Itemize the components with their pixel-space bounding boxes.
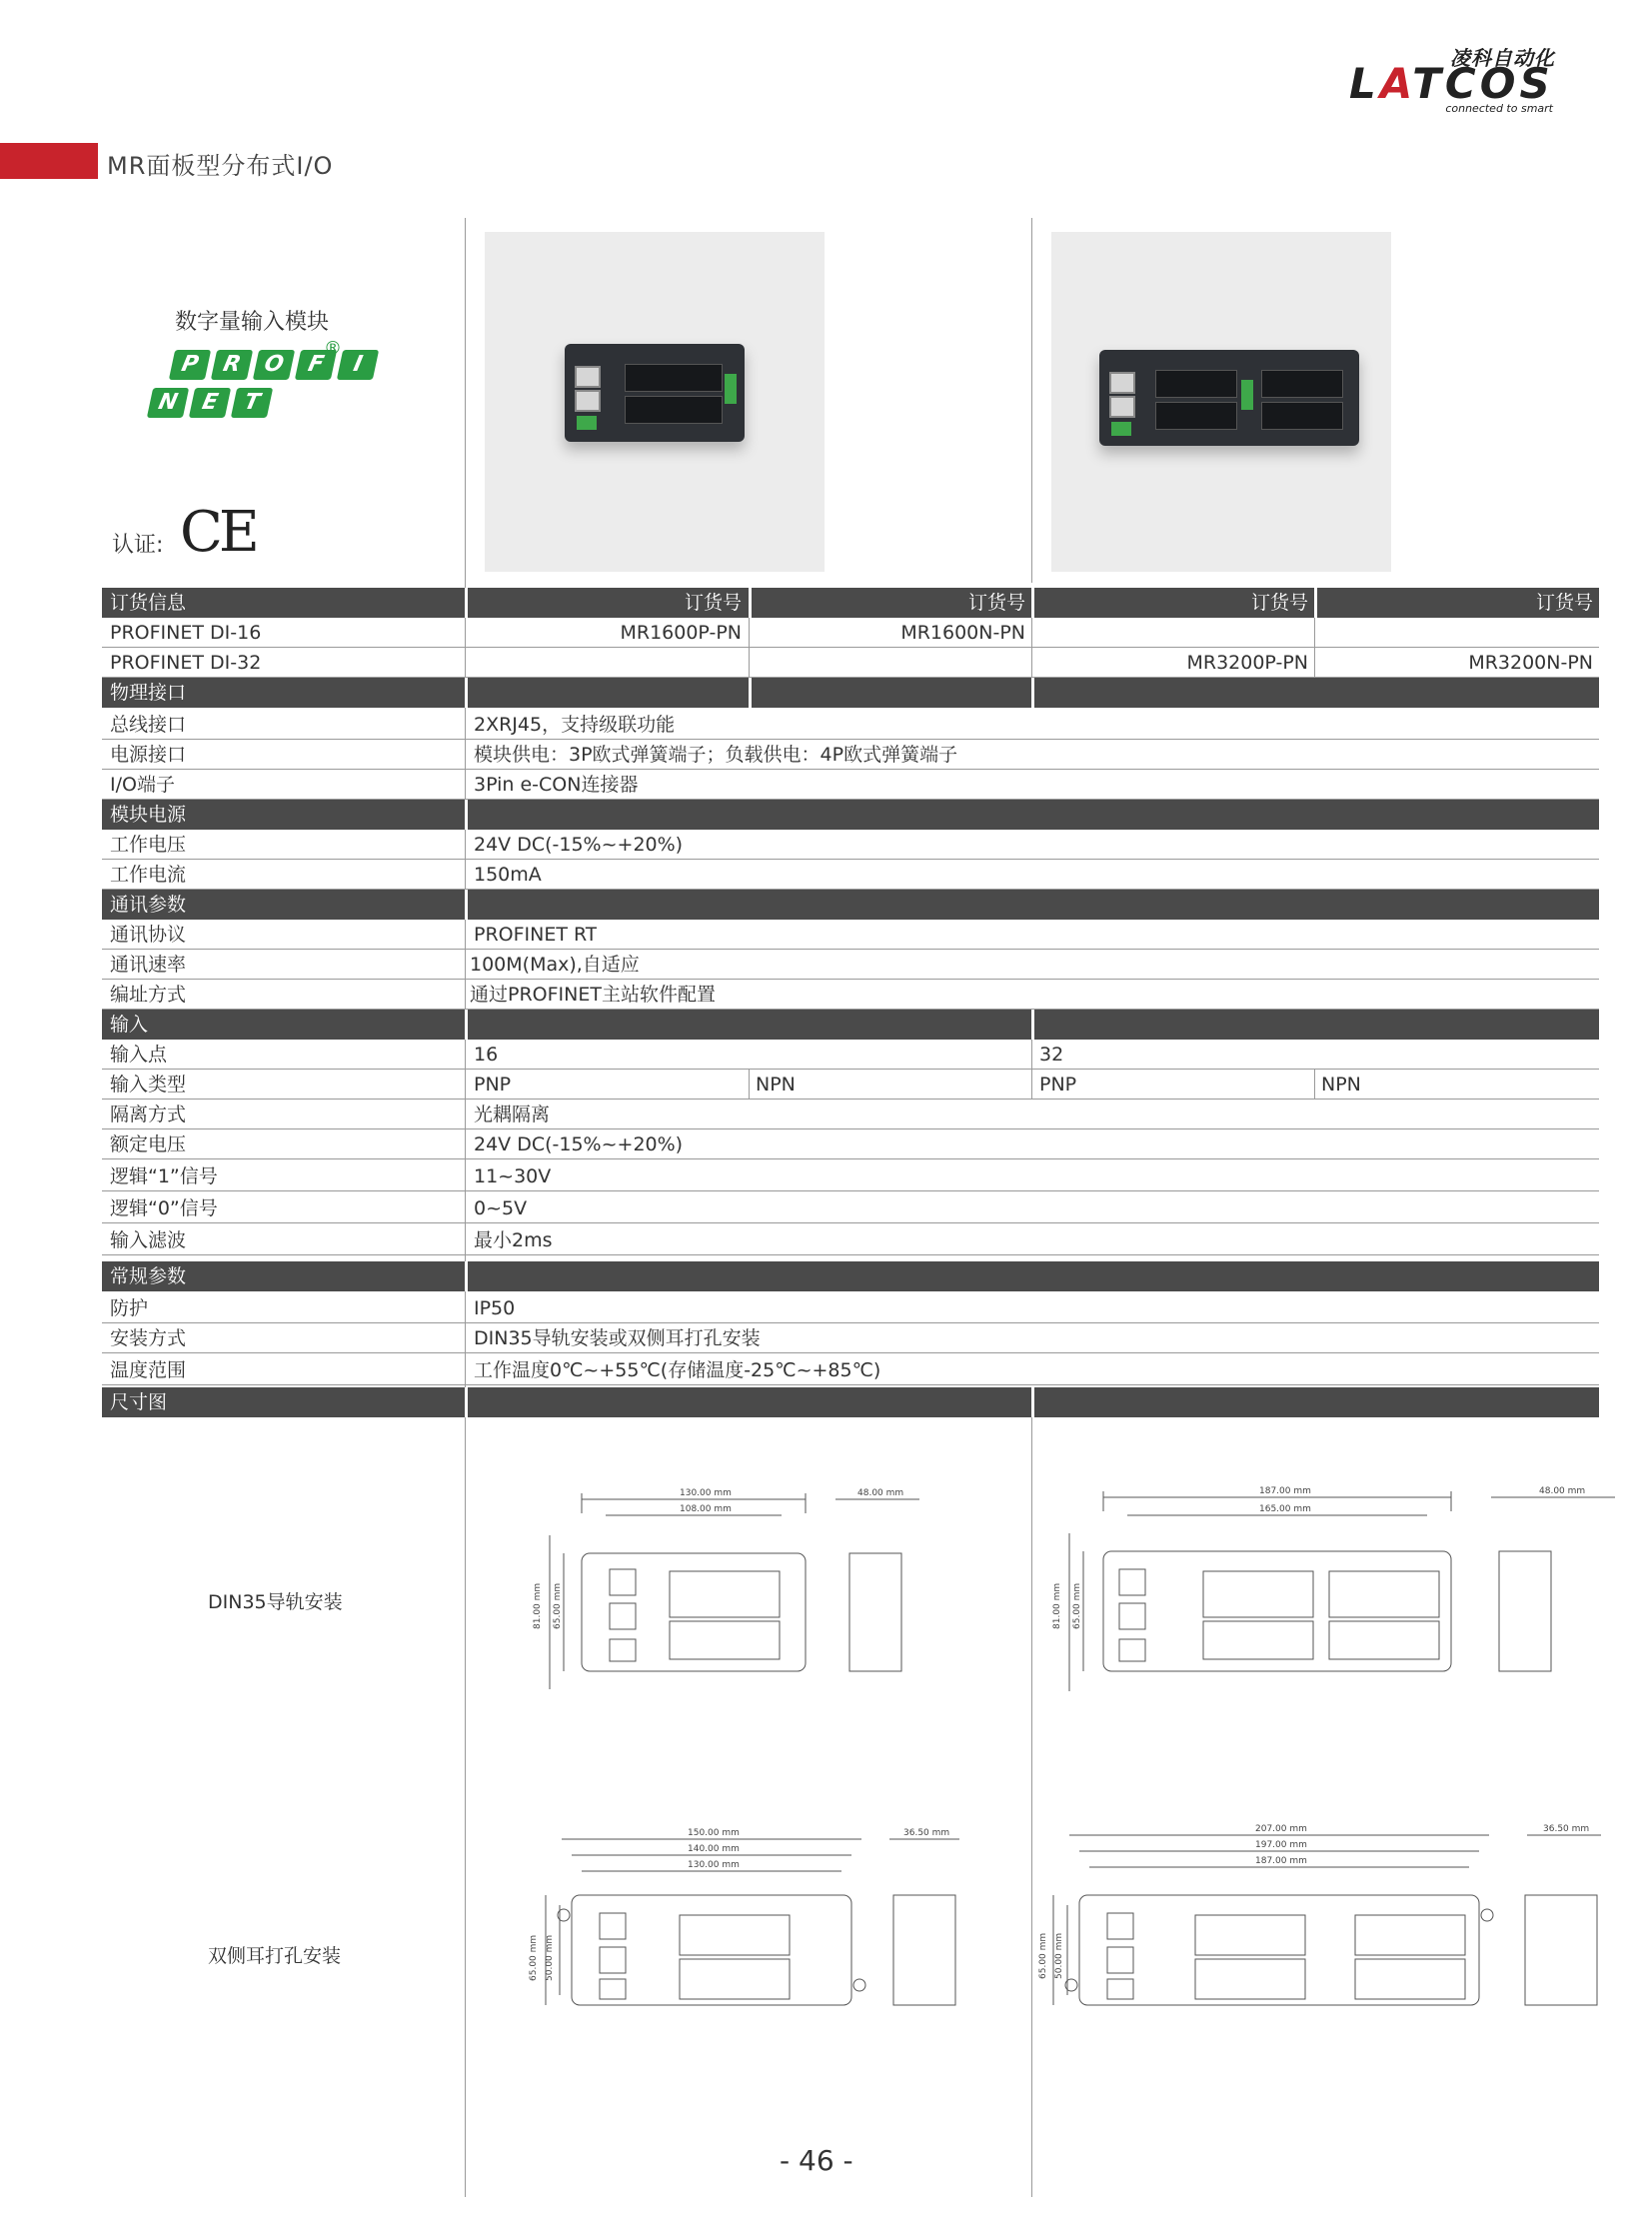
svg-text:65.00 mm: 65.00 mm bbox=[529, 1934, 539, 1981]
ce-mark: CE bbox=[180, 500, 256, 565]
table-section-comm: 通讯参数 bbox=[102, 890, 1599, 920]
table-row: 输入滤波 最小2ms bbox=[102, 1225, 1599, 1255]
section-accent-bar bbox=[0, 143, 98, 179]
table-row: 总线接口 2XRJ45，支持级联功能 bbox=[102, 710, 1599, 740]
column-divider bbox=[1031, 218, 1032, 583]
section-title: MR面板型分布式I/O bbox=[107, 152, 334, 180]
svg-text:65.00 mm: 65.00 mm bbox=[553, 1582, 563, 1629]
product-photo-di32 bbox=[1051, 232, 1391, 572]
dim-drawing-di16-ear bbox=[520, 1821, 979, 2041]
table-section-dims: 尺寸图 bbox=[102, 1387, 1599, 1417]
svg-text:50.00 mm: 50.00 mm bbox=[1054, 1932, 1064, 1979]
table-row: 温度范围 工作温度0℃~+55℃(存储温度-25℃~+85℃) bbox=[102, 1355, 1599, 1385]
svg-text:165.00 mm: 165.00 mm bbox=[1259, 1504, 1311, 1514]
product-photo-di16 bbox=[485, 232, 825, 572]
svg-text:130.00 mm: 130.00 mm bbox=[680, 1488, 732, 1498]
profinet-logo: P R O F I N E T ® bbox=[148, 342, 338, 438]
table-row: I/O端子 3Pin e-CON连接器 bbox=[102, 770, 1599, 800]
table-row: 电源接口 模块供电：3P欧式弹簧端子；负载供电：4P欧式弹簧端子 bbox=[102, 740, 1599, 770]
table-row: 通讯速率 100M(Max),自适应 bbox=[102, 950, 1599, 980]
table-row: 安装方式 DIN35导轨安装或双侧耳打孔安装 bbox=[102, 1323, 1599, 1353]
svg-text:48.00 mm: 48.00 mm bbox=[857, 1488, 904, 1498]
column-divider bbox=[1031, 1417, 1032, 2197]
page-number: - 46 - bbox=[780, 2144, 853, 2177]
svg-text:187.00 mm: 187.00 mm bbox=[1255, 1856, 1307, 1866]
dim-drawing-di16-din bbox=[520, 1479, 979, 1719]
ear-mount-label: 双侧耳打孔安装 bbox=[208, 1945, 342, 1967]
svg-text:140.00 mm: 140.00 mm bbox=[688, 1844, 740, 1854]
table-row: PROFINET DI-32 MR3200P-PN MR3200N-PN bbox=[102, 648, 1599, 678]
table-section-general: 常规参数 bbox=[102, 1261, 1599, 1291]
logo-tagline: connected to smart bbox=[1445, 102, 1553, 115]
table-row: 额定电压 24V DC(-15%~+20%) bbox=[102, 1129, 1599, 1159]
svg-text:36.50 mm: 36.50 mm bbox=[903, 1828, 950, 1838]
svg-text:65.00 mm: 65.00 mm bbox=[1038, 1932, 1048, 1979]
svg-text:150.00 mm: 150.00 mm bbox=[688, 1828, 740, 1838]
svg-text:108.00 mm: 108.00 mm bbox=[680, 1504, 732, 1514]
dim-drawing-di32-ear bbox=[1035, 1819, 1615, 2039]
table-row: 输入点 16 32 bbox=[102, 1040, 1599, 1070]
svg-text:207.00 mm: 207.00 mm bbox=[1255, 1824, 1307, 1834]
logo-brand: LATCOS bbox=[1349, 59, 1554, 108]
dim-drawing-di32-din bbox=[1039, 1479, 1619, 1719]
table-row: 工作电压 24V DC(-15%~+20%) bbox=[102, 830, 1599, 860]
table-section-module-power: 模块电源 bbox=[102, 800, 1599, 830]
table-row: 通讯协议 PROFINET RT bbox=[102, 920, 1599, 950]
table-header-order: 订货信息 订货号 订货号 订货号 订货号 bbox=[102, 588, 1599, 618]
logo-cn: 凌科自动化 bbox=[1450, 46, 1555, 70]
table-row: 工作电流 150mA bbox=[102, 860, 1599, 890]
din-rail-label: DIN35导轨安装 bbox=[208, 1591, 343, 1613]
table-row: PROFINET DI-16 MR1600P-PN MR1600N-PN bbox=[102, 618, 1599, 648]
table-row: 防护 IP50 bbox=[102, 1293, 1599, 1323]
svg-text:65.00 mm: 65.00 mm bbox=[1072, 1582, 1082, 1629]
table-row: 逻辑“0”信号 0~5V bbox=[102, 1193, 1599, 1223]
table-row: 隔离方式 光耦隔离 bbox=[102, 1100, 1599, 1129]
svg-text:187.00 mm: 187.00 mm bbox=[1259, 1486, 1311, 1496]
svg-text:36.50 mm: 36.50 mm bbox=[1543, 1824, 1590, 1834]
svg-text:81.00 mm: 81.00 mm bbox=[1052, 1582, 1062, 1629]
table-row: 编址方式 通过PROFINET主站软件配置 bbox=[102, 980, 1599, 1010]
svg-text:50.00 mm: 50.00 mm bbox=[545, 1934, 555, 1981]
product-title: 数字量输入模块 bbox=[174, 310, 329, 335]
svg-text:48.00 mm: 48.00 mm bbox=[1539, 1486, 1586, 1496]
company-logo bbox=[1349, 40, 1559, 115]
svg-text:197.00 mm: 197.00 mm bbox=[1255, 1840, 1307, 1850]
svg-text:81.00 mm: 81.00 mm bbox=[533, 1582, 543, 1629]
table-row: 输入类型 PNP NPN PNP NPN bbox=[102, 1070, 1599, 1100]
certification-label: 认证: bbox=[112, 533, 164, 558]
svg-text:130.00 mm: 130.00 mm bbox=[688, 1860, 740, 1870]
table-section-physical: 物理接口 bbox=[102, 678, 1599, 708]
table-row: 逻辑“1”信号 11~30V bbox=[102, 1161, 1599, 1191]
table-section-input: 输入 bbox=[102, 1010, 1599, 1040]
